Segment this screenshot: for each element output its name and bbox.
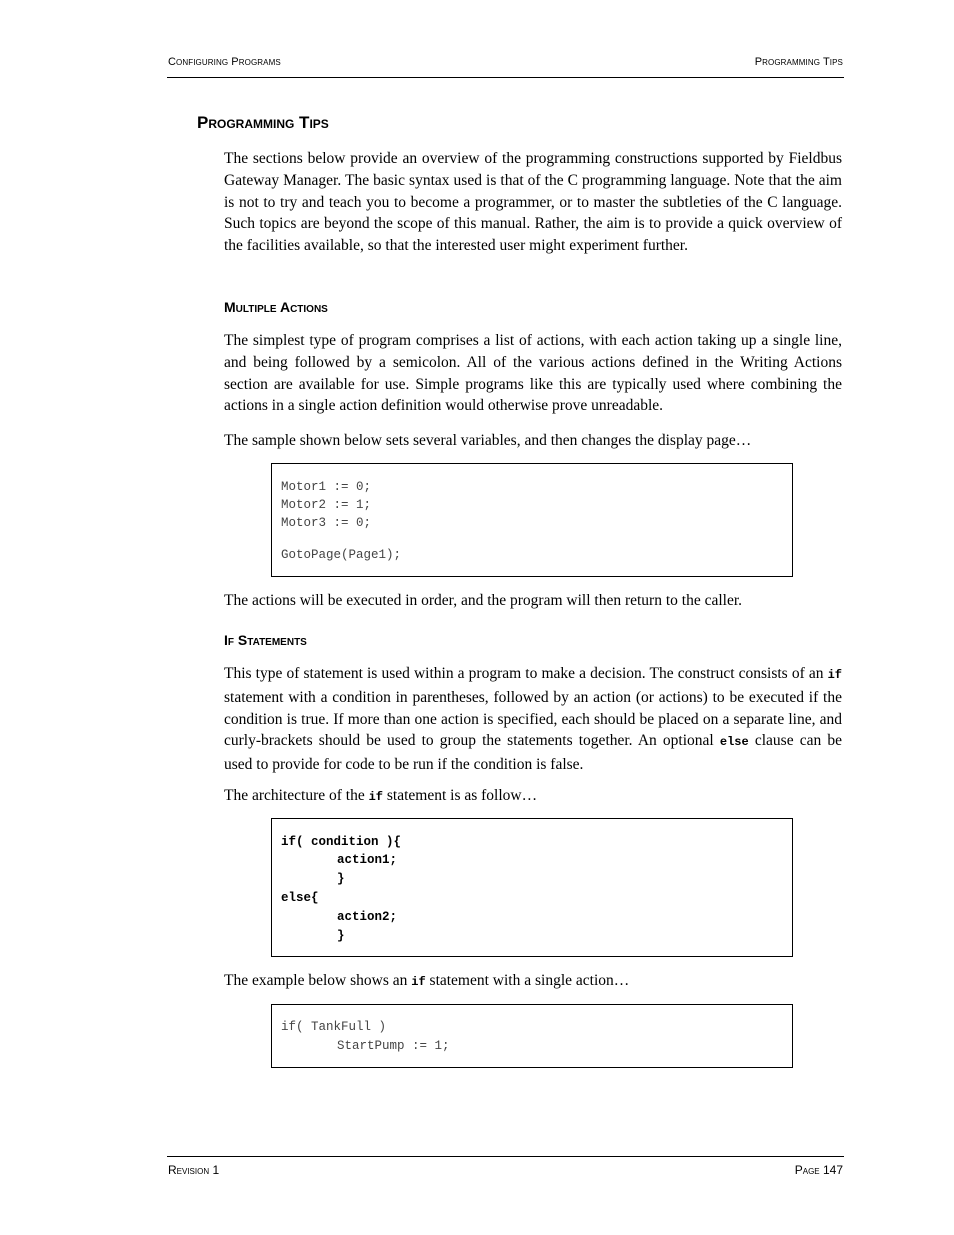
code-line: action1; — [337, 853, 398, 867]
if-statements-heading: If Statements — [224, 632, 307, 648]
code-line: } — [337, 872, 345, 886]
if-statements-paragraph: This type of statement is used within a program to make a decision. The construct consists of an if statement with a condition in parentheses, followed by an action (or actions) to be executed if the condition is true. If more than one action is specified, each should be placed on a separate line, and curly-brackets should be used to group the statements together. An optional else clause can be used to provide for code to be run if the condition is false. — [224, 665, 843, 774]
code-line: if( TankFull ) — [281, 1020, 387, 1034]
keyword-if: if — [827, 668, 843, 682]
section-title: Programming Tips — [197, 113, 329, 132]
code-line: GotoPage(Page1); — [281, 548, 402, 562]
footer-revision: Revision 1 — [168, 1163, 220, 1177]
code-line: StartPump := 1; — [337, 1039, 450, 1053]
example-paragraph: The example below shows an if statement with a single action… — [224, 972, 630, 989]
multiple-actions-paragraph: The simplest type of program comprises a list of actions, with each action taking up a single line, and being followed by a semicolon. All of the various actions defined in the Writing Actions section are available for use. Simple programs like this are typically used where combining the actions in a single action definition would otherwise prove unreadable. — [224, 332, 842, 415]
header-rule — [167, 77, 844, 78]
keyword-if: if — [368, 790, 383, 804]
code-line: Motor3 := 0; — [281, 516, 372, 530]
running-header — [168, 56, 843, 68]
code-line: Motor1 := 0; — [281, 480, 372, 494]
sample-intro-paragraph: The sample shown below sets several variables, and then changes the display page… — [224, 432, 752, 449]
code-block-if-example — [271, 1004, 793, 1068]
header-section: Programming Tips — [754, 56, 843, 68]
header-chapter: Configuring Programs — [168, 56, 281, 68]
footer-rule — [167, 1156, 844, 1157]
code-block-multiple-actions — [271, 463, 793, 577]
intro-paragraph: The sections below provide an overview of the programming constructions supported by Fieldbus Gateway Manager. The basic syntax used is that of the C programming language. Note that the aim is not to try and teach you to become a programmer, or to master the subtleties of the C language. Such topics are beyond the scope of this manual. Rather, the aim is to provide a quick overview of the facilities available, so that the interested user might experiment further. — [224, 150, 842, 255]
code-line: Motor2 := 1; — [281, 498, 372, 512]
footer-page-number: Page 147 — [794, 1163, 843, 1177]
code-line: if( condition ){ — [281, 835, 402, 849]
code-block-if-architecture — [271, 818, 793, 957]
running-footer — [168, 1163, 843, 1177]
keyword-else: else — [719, 735, 749, 750]
code-line: else{ — [281, 891, 319, 905]
code-line: } — [337, 929, 345, 943]
multiple-actions-heading: Multiple Actions — [224, 299, 328, 315]
architecture-paragraph: The architecture of the if statement is as follow… — [224, 787, 538, 804]
code-line: action2; — [337, 910, 398, 924]
keyword-if: if — [411, 975, 426, 989]
execution-order-paragraph: The actions will be executed in order, and the program will then return to the caller. — [224, 592, 743, 609]
